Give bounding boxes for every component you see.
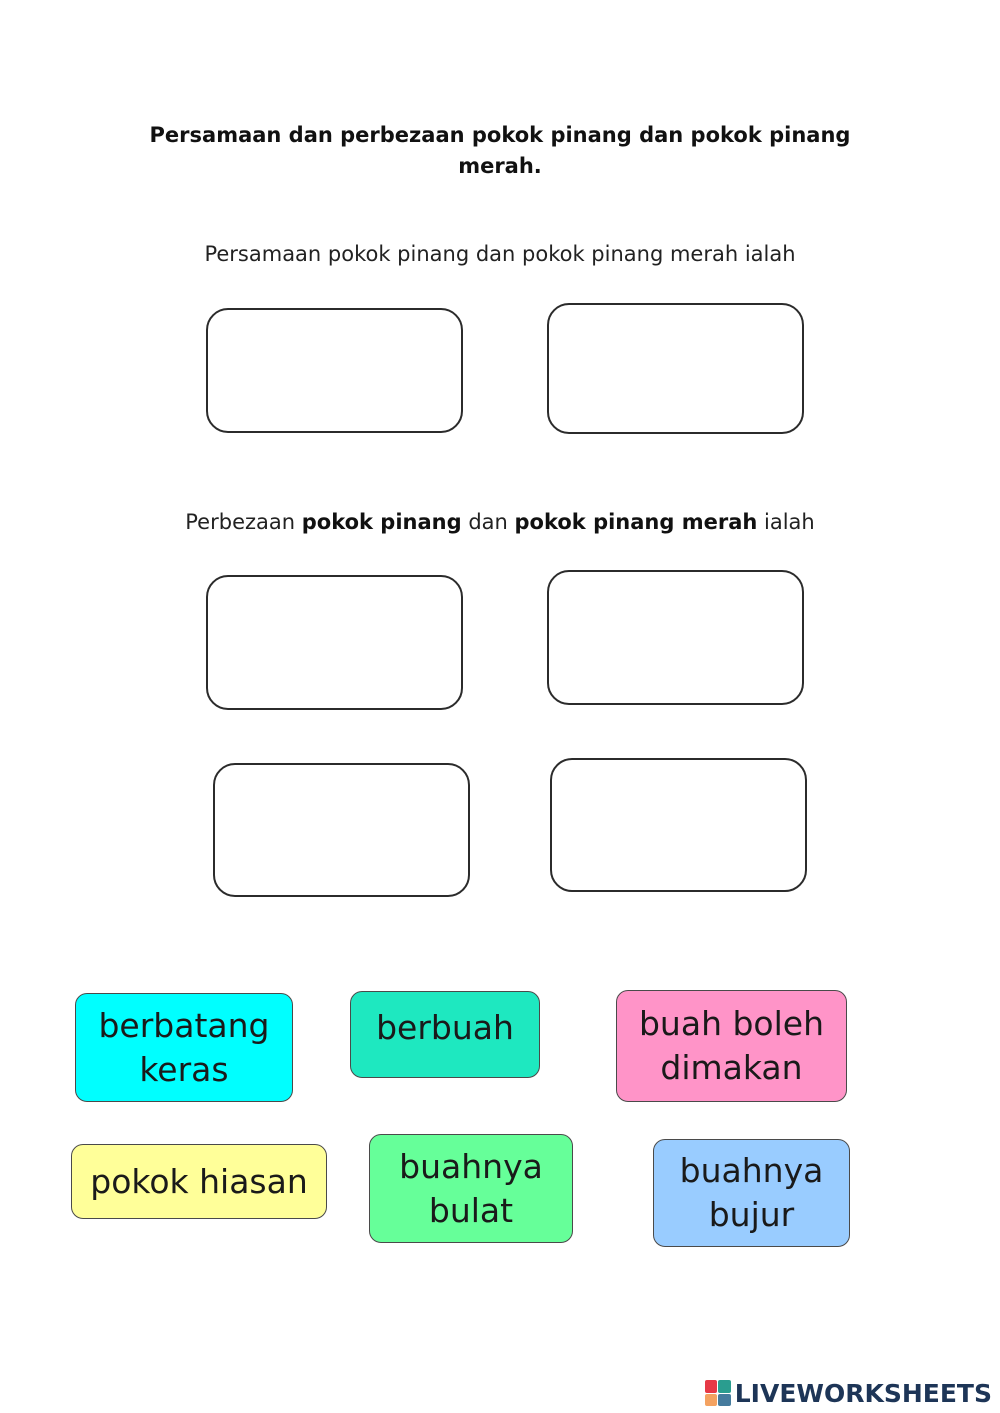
card-text-line-1: buahnya [399, 1146, 543, 1186]
card-text-line-1: pokok hiasan [90, 1161, 308, 1201]
logo-square-2 [718, 1380, 731, 1393]
logo-square-4 [718, 1394, 731, 1407]
card-text-line-1: berbuah [376, 1008, 514, 1047]
answer-card-buah-boleh-dimakan[interactable] [616, 990, 847, 1102]
card-text-line-1: buah boleh [638, 1004, 824, 1043]
difference-drop-box-1[interactable] [206, 575, 463, 710]
answer-card-berbuah[interactable] [350, 991, 540, 1078]
liveworksheets-logo-icon [705, 1380, 731, 1406]
card-text-line-2: dimakan [660, 1048, 803, 1087]
difference-prompt-bold-1: pokok pinang [301, 510, 462, 534]
card-text-line-2: bujur [708, 1195, 795, 1234]
answer-card-pokok-hiasan[interactable] [71, 1144, 327, 1219]
difference-prompt-part-2: dan [461, 510, 515, 534]
difference-prompt [100, 510, 900, 534]
brand-name: LIVEWORKSHEETS [734, 1378, 992, 1408]
difference-drop-box-4[interactable] [550, 758, 807, 892]
similarity-prompt: Persamaan pokok pinang dan pokok pinang merah ialah [204, 242, 796, 266]
card-text-line-1: berbatang [98, 1005, 270, 1045]
card-text-line-1: buahnya [679, 1151, 824, 1190]
title-line-1: Persamaan dan perbezaan pokok pinang dan pokok pinang [149, 123, 851, 147]
difference-drop-box-2[interactable] [547, 570, 804, 705]
card-text-line-2: bulat [428, 1190, 514, 1230]
answer-card-buahnya-bulat[interactable] [369, 1134, 573, 1243]
logo-square-3 [705, 1394, 718, 1407]
logo-square-1 [705, 1380, 718, 1393]
answer-card-buahnya-bujur[interactable] [653, 1139, 850, 1247]
difference-prompt-part-1: Perbezaan [185, 510, 302, 534]
difference-prompt-part-3: ialah [757, 510, 815, 534]
difference-drop-box-3[interactable] [213, 763, 470, 897]
answer-card-berbatang-keras[interactable] [75, 993, 293, 1102]
worksheet-title [140, 120, 860, 182]
difference-prompt-bold-2: pokok pinang merah [514, 510, 758, 534]
title-line-2: merah. [458, 154, 542, 178]
similarity-drop-box-1[interactable] [206, 308, 463, 433]
similarity-drop-box-2[interactable] [547, 303, 804, 434]
liveworksheets-brand [705, 1378, 992, 1408]
card-text-line-2: keras [139, 1049, 229, 1089]
